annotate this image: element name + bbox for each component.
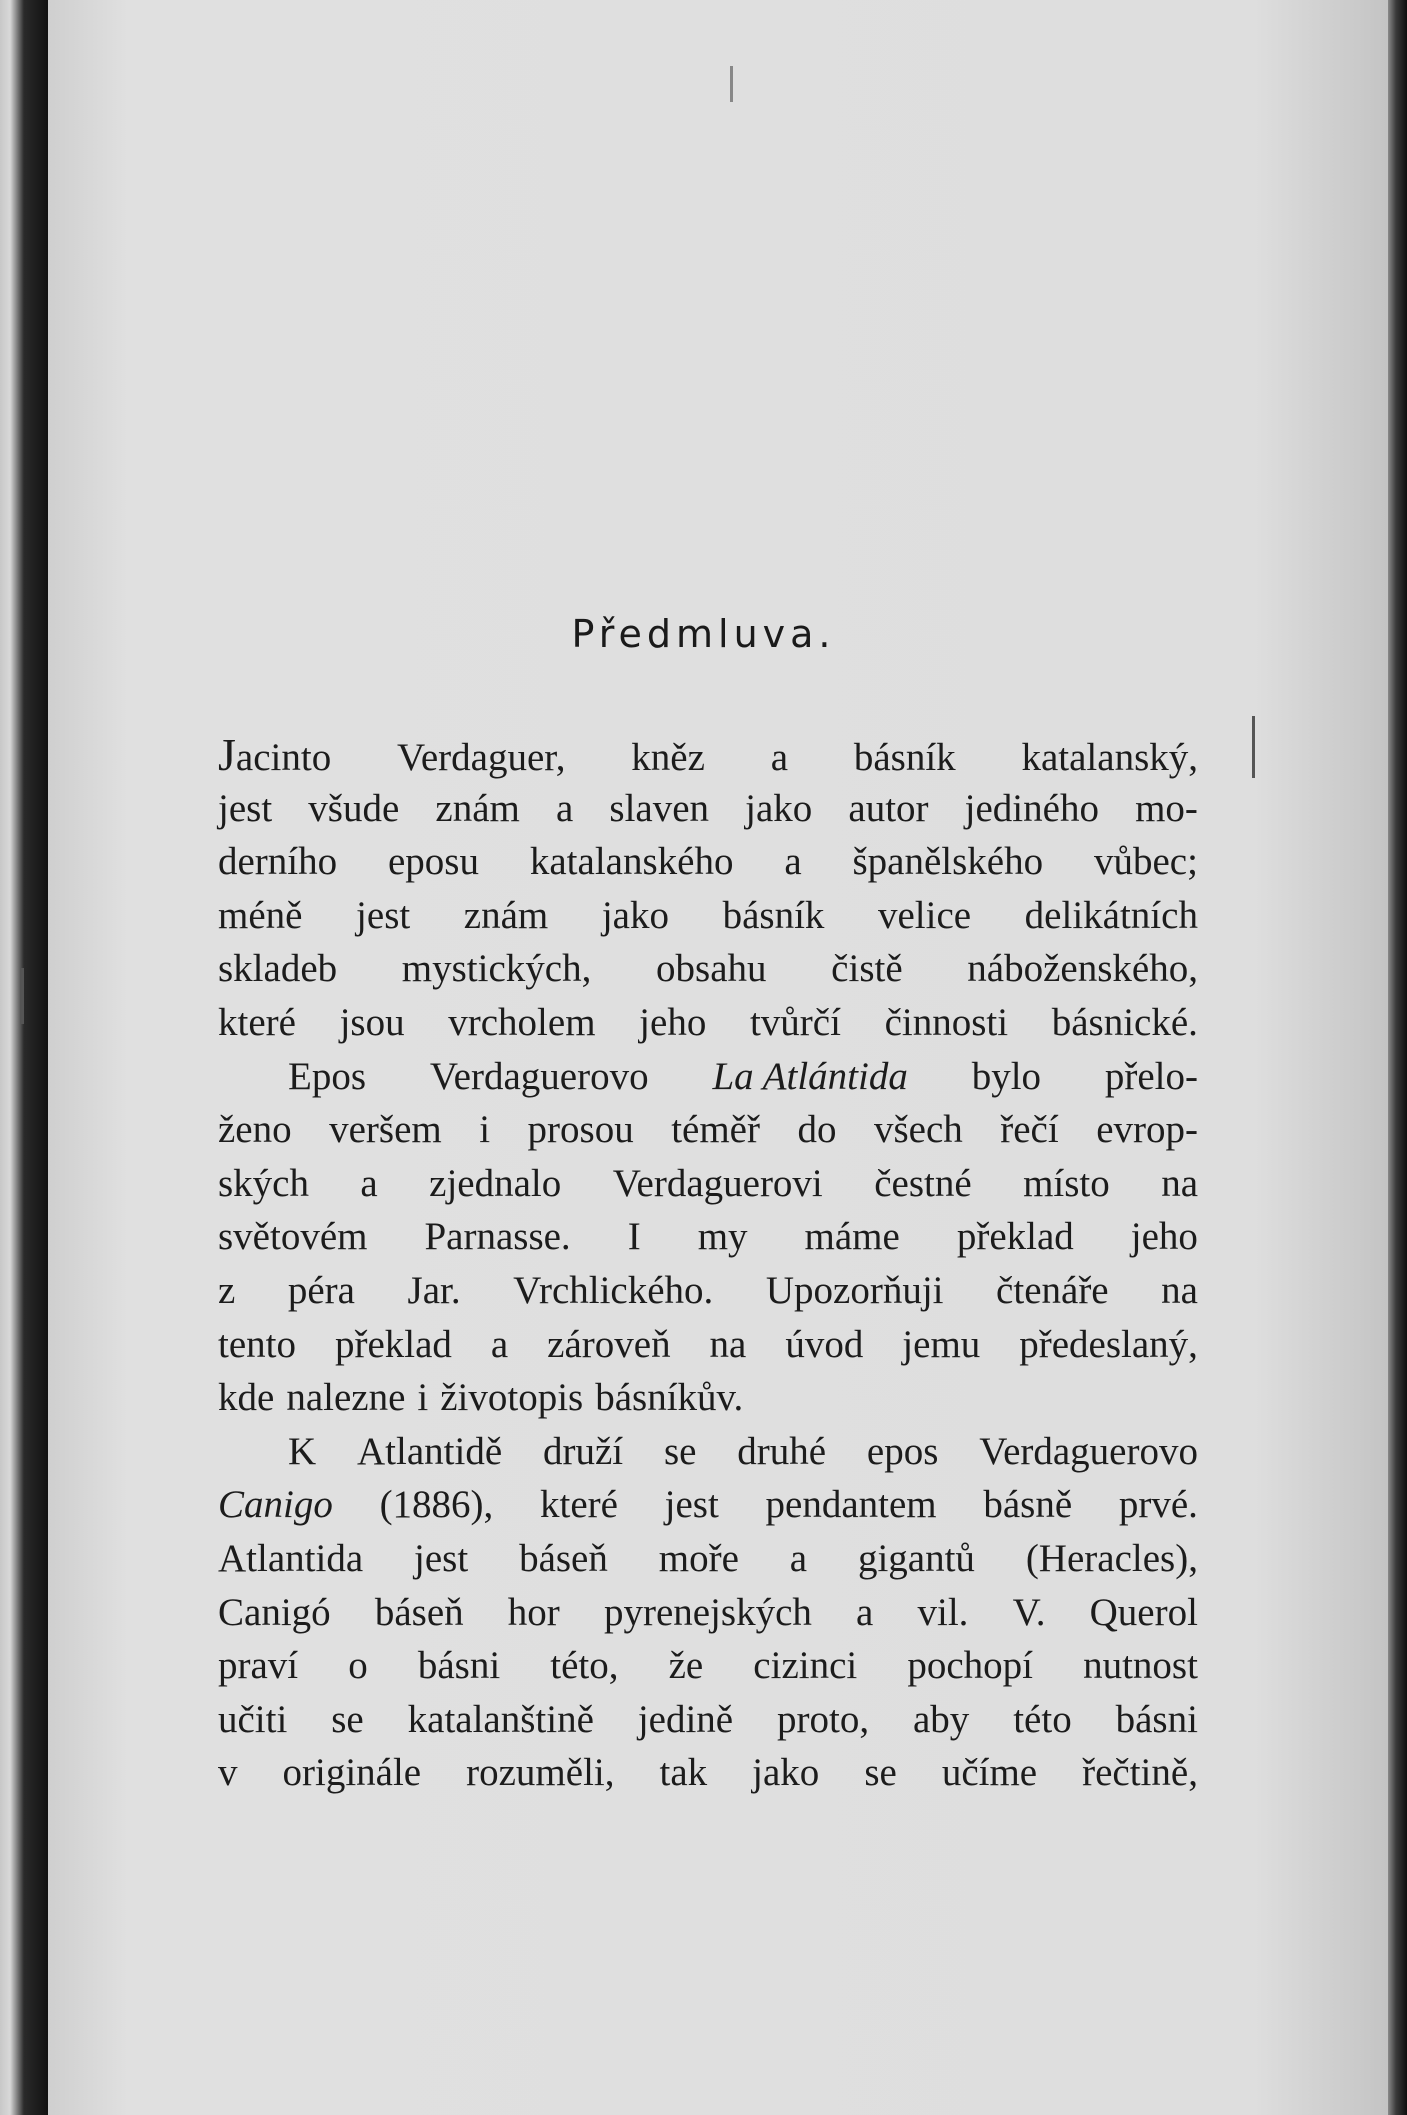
text-line xyxy=(218,1532,1198,1586)
word: čestné xyxy=(874,1161,972,1205)
text-line xyxy=(218,728,1198,782)
word: pendantem xyxy=(765,1483,937,1527)
word: ženo xyxy=(218,1108,292,1152)
word: vil. xyxy=(917,1590,969,1634)
word: slaven xyxy=(609,786,710,830)
word: my xyxy=(697,1215,748,1259)
word: čistě xyxy=(831,947,903,991)
word: katalanský, xyxy=(1021,736,1198,779)
word: překlad xyxy=(956,1215,1074,1259)
word: Parnasse. xyxy=(424,1215,571,1259)
word: básník xyxy=(722,893,825,937)
word: Jacinto xyxy=(218,729,332,780)
word: jako xyxy=(601,893,669,937)
word: tvůrčí xyxy=(749,1000,841,1044)
word: obsahu xyxy=(656,947,767,991)
word: rozuměli, xyxy=(466,1751,615,1795)
text-line xyxy=(218,1210,1198,1264)
word: jediného xyxy=(964,786,1099,830)
word: místo xyxy=(1023,1161,1110,1205)
word: španělského xyxy=(852,840,1044,884)
word: jeho xyxy=(639,1000,707,1044)
scan-speck xyxy=(1252,716,1255,778)
word: zároveň xyxy=(547,1322,671,1366)
word: I xyxy=(627,1215,641,1259)
word: kde xyxy=(218,1376,275,1420)
word: a xyxy=(856,1590,874,1634)
word: evrop- xyxy=(1096,1108,1198,1152)
word: tento xyxy=(218,1322,296,1366)
word: a xyxy=(490,1322,509,1366)
text-line xyxy=(218,782,1198,836)
text-line xyxy=(218,942,1198,996)
text-line xyxy=(218,889,1198,943)
word: veršem xyxy=(329,1108,442,1152)
word: moře xyxy=(658,1536,739,1580)
text-line xyxy=(218,1639,1198,1693)
word: Verdaguer, xyxy=(397,736,566,779)
page-title: Předmluva. xyxy=(571,612,836,656)
word: epos xyxy=(866,1429,939,1473)
word: velice xyxy=(877,893,972,937)
word: básni xyxy=(1115,1697,1198,1741)
word: La Atlántida xyxy=(712,1054,908,1098)
word: Epos xyxy=(288,1054,366,1098)
word: K xyxy=(288,1429,317,1473)
word: autor xyxy=(848,786,929,830)
word: které xyxy=(540,1483,618,1527)
text-line xyxy=(218,996,1198,1050)
word: nutnost xyxy=(1083,1644,1198,1688)
word: originále xyxy=(282,1751,422,1795)
word: Verdaguerovi xyxy=(612,1161,823,1205)
word: z xyxy=(218,1268,236,1312)
text-line xyxy=(218,1693,1198,1747)
word: kněz xyxy=(631,736,705,779)
word: a xyxy=(784,840,802,884)
word: a xyxy=(789,1536,808,1580)
word: jako xyxy=(745,786,813,830)
word: všech xyxy=(873,1108,963,1152)
binding-edge-left xyxy=(0,0,48,2115)
word: Querol xyxy=(1089,1590,1198,1634)
word: eposu xyxy=(388,840,479,884)
word: hor xyxy=(507,1590,560,1634)
word: praví xyxy=(218,1644,299,1688)
text-line xyxy=(218,835,1198,889)
word: Canigó xyxy=(218,1590,331,1634)
word: předeslaný, xyxy=(1019,1322,1198,1366)
word: tak xyxy=(659,1751,708,1795)
word: nalezne xyxy=(286,1376,406,1420)
word: Canigo xyxy=(218,1483,333,1527)
word: pochopí xyxy=(907,1644,1033,1688)
word: na xyxy=(1161,1268,1198,1312)
word: této xyxy=(1013,1697,1072,1741)
word: učíme xyxy=(941,1751,1038,1795)
word: činnosti xyxy=(884,1000,1009,1044)
word: druží xyxy=(542,1429,624,1473)
word: máme xyxy=(804,1215,900,1259)
word: pyrenejských xyxy=(603,1590,812,1634)
word: skladeb xyxy=(218,947,338,991)
word: náboženského, xyxy=(967,947,1198,991)
word: Vrchlického. xyxy=(513,1268,714,1312)
word: životopis xyxy=(440,1376,584,1420)
word: delikátních xyxy=(1024,893,1198,937)
scan-speck xyxy=(20,968,24,1024)
word: v xyxy=(218,1751,238,1795)
word: gigantů xyxy=(857,1536,975,1580)
word: se xyxy=(331,1697,364,1741)
word: méně xyxy=(218,893,303,937)
text-line xyxy=(218,1318,1198,1372)
word: katalanského xyxy=(529,840,734,884)
word: světovém xyxy=(218,1215,368,1259)
word: a xyxy=(770,736,789,779)
word: čtenáře xyxy=(996,1268,1109,1312)
word: vrcholem xyxy=(448,1000,596,1044)
word: jemu xyxy=(902,1322,981,1366)
word: mystických, xyxy=(401,947,592,991)
word: mo- xyxy=(1135,786,1198,830)
word: báseň xyxy=(374,1590,464,1634)
text-line xyxy=(218,1478,1198,1532)
word: zjednalo xyxy=(429,1161,562,1205)
word: úvod xyxy=(785,1322,864,1366)
word: proto, xyxy=(777,1697,870,1741)
word: i xyxy=(479,1108,491,1152)
word: překlad xyxy=(334,1322,452,1366)
word: téměř xyxy=(671,1108,760,1152)
word: ských xyxy=(218,1161,309,1205)
word: do xyxy=(797,1108,837,1152)
word: básník xyxy=(853,736,956,779)
word: vůbec; xyxy=(1093,840,1198,884)
text-line xyxy=(218,1586,1198,1640)
word: o xyxy=(348,1644,368,1688)
word: řečtině, xyxy=(1082,1751,1198,1795)
text-line xyxy=(218,1371,1198,1425)
text-line xyxy=(218,1264,1198,1318)
word: této, xyxy=(550,1644,619,1688)
word: přelo- xyxy=(1104,1054,1198,1098)
word: na xyxy=(1161,1161,1198,1205)
word: jest xyxy=(414,1536,469,1580)
word: že xyxy=(668,1644,704,1688)
word: cizinci xyxy=(753,1644,858,1688)
word: básni xyxy=(417,1644,501,1688)
text-line xyxy=(218,1050,1198,1104)
word: se xyxy=(663,1429,697,1473)
word: a xyxy=(555,786,574,830)
word: Upozorňuji xyxy=(765,1268,944,1312)
word: které xyxy=(218,1000,296,1044)
word: péra xyxy=(287,1268,355,1312)
word: (Heracles), xyxy=(1025,1536,1198,1580)
word: (1886), xyxy=(379,1483,494,1527)
text-line xyxy=(218,1103,1198,1157)
scan-speck xyxy=(730,66,733,102)
word: básně xyxy=(983,1483,1073,1527)
text-line xyxy=(218,1425,1198,1479)
word: a xyxy=(360,1161,378,1205)
word: jest xyxy=(356,893,411,937)
word: aby xyxy=(913,1697,970,1741)
word: jest xyxy=(218,786,273,830)
word: prvé. xyxy=(1118,1483,1198,1527)
word: řečí xyxy=(1000,1108,1059,1152)
word: V. xyxy=(1012,1590,1046,1634)
word: jest xyxy=(664,1483,719,1527)
word: znám xyxy=(435,786,520,830)
word: na xyxy=(709,1322,747,1366)
body-text xyxy=(218,728,1198,1800)
word: jsou xyxy=(339,1000,405,1044)
word: Jar. xyxy=(407,1268,461,1312)
word: prosou xyxy=(527,1108,634,1152)
word: učiti xyxy=(218,1697,288,1741)
word: jeho xyxy=(1130,1215,1198,1259)
word: i xyxy=(417,1376,429,1420)
word: bylo xyxy=(971,1054,1042,1098)
word: básnické. xyxy=(1051,1000,1198,1044)
page-edge-right xyxy=(1388,0,1407,2115)
word: derního xyxy=(218,840,338,884)
word: druhé xyxy=(737,1429,827,1473)
word: jako xyxy=(752,1751,820,1795)
word: jedině xyxy=(637,1697,734,1741)
word: báseň xyxy=(519,1536,608,1580)
word: básníkův. xyxy=(595,1376,744,1420)
text-line xyxy=(218,1746,1198,1800)
word: Atlantidě xyxy=(357,1429,503,1473)
word: se xyxy=(864,1751,897,1795)
text-line xyxy=(218,1157,1198,1211)
word: Verdaguerovo xyxy=(429,1054,649,1098)
word: Verdaguerovo xyxy=(979,1429,1198,1473)
word: znám xyxy=(463,893,549,937)
word: všude xyxy=(308,786,400,830)
word: katalanštině xyxy=(407,1697,594,1741)
word: Atlantida xyxy=(218,1536,364,1580)
